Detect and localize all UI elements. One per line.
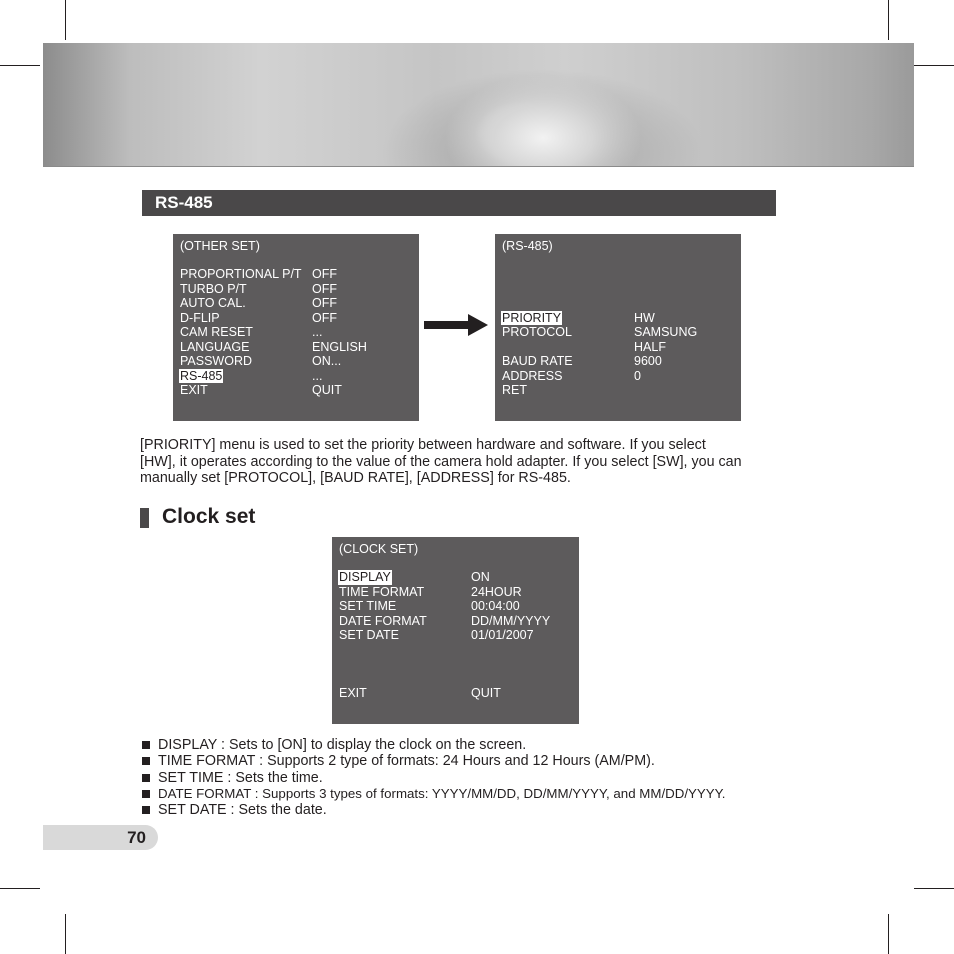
menu-row-label: PROPORTIONAL P/T [180, 267, 302, 281]
bullet-text: DISPLAY : Sets to [ON] to display the clock on the screen. [158, 737, 527, 753]
bullet-square-icon [142, 741, 150, 749]
menu-row-label: TIME FORMAT [339, 584, 425, 599]
other-set-menu-title: (OTHER SET) [180, 239, 260, 253]
crop-mark [914, 65, 954, 66]
bullet-text: TIME FORMAT : Supports 2 type of formats: 24 Hours and 12 Hours (AM/PM). [158, 753, 655, 770]
bullet-item [142, 737, 802, 753]
menu-row-value: HW [634, 310, 655, 325]
crop-mark [914, 888, 954, 889]
section-title-bar [142, 190, 776, 216]
priority-description [140, 437, 780, 487]
menu-row-label: CAM RESET [180, 325, 253, 339]
menu-row-label: RET [502, 383, 527, 397]
crop-mark [0, 65, 40, 66]
other-set-menu-screen [173, 234, 419, 421]
menu-row [339, 599, 575, 614]
menu-row [502, 340, 737, 355]
menu-row-value: SAMSUNG [634, 325, 698, 339]
section-title: RS-485 [155, 193, 213, 212]
menu-row-label: EXIT [180, 383, 208, 397]
menu-row [502, 383, 737, 398]
paragraph-line: manually set [PROTOCOL], [BAUD RATE], [ADDRESS] for RS-485. [140, 470, 571, 486]
menu-row-label: PROTOCOL [502, 325, 572, 339]
right-arrow-icon [424, 314, 488, 336]
menu-row-value: ... [312, 368, 323, 383]
menu-row-value: ON... [312, 354, 342, 368]
menu-row-selected [502, 311, 737, 326]
menu-row-value: ... [312, 325, 323, 339]
bullet-text: SET DATE : Sets the date. [158, 802, 327, 819]
menu-row-value: OFF [312, 267, 337, 281]
bullet-square-icon [142, 806, 150, 814]
rs485-menu-title: (RS-485) [502, 239, 553, 253]
bullet-item [142, 802, 802, 818]
menu-row [180, 296, 415, 311]
bullet-item [142, 770, 802, 786]
menu-row [180, 325, 415, 340]
clock-settings-bullets [142, 737, 802, 818]
clock-set-menu-title: (CLOCK SET) [339, 542, 419, 556]
bullet-item [142, 786, 802, 802]
menu-row [180, 282, 415, 297]
menu-row-label: BAUD RATE [502, 354, 573, 368]
menu-row-value: OFF [312, 281, 337, 296]
menu-row [339, 686, 575, 701]
bullet-item [142, 753, 802, 769]
menu-row-value: 01/01/2007 [471, 628, 534, 642]
menu-row-value: 24HOUR [471, 584, 522, 599]
paragraph-line: [PRIORITY] menu is used to set the priority between hardware and software. If you select [140, 437, 706, 453]
menu-row [180, 340, 415, 355]
clock-set-heading-text: Clock set [162, 505, 256, 528]
menu-row-value: 00:04:00 [471, 599, 520, 613]
menu-row-label: ADDRESS [502, 368, 563, 383]
crop-mark [0, 888, 40, 889]
menu-row-selected [339, 570, 575, 585]
menu-row-value: HALF [634, 339, 666, 354]
clock-set-menu-screen [332, 537, 579, 724]
menu-row-value: ENGLISH [312, 339, 367, 354]
menu-row [180, 354, 415, 369]
menu-row-label: SET DATE [339, 628, 399, 642]
menu-row [180, 383, 415, 398]
menu-row-label: D-FLIP [180, 310, 220, 325]
menu-row-value: ON [471, 570, 490, 584]
menu-row [502, 369, 737, 384]
crop-mark [888, 914, 889, 954]
menu-row-selected [180, 369, 415, 384]
menu-row-value: OFF [312, 310, 337, 325]
bullet-square-icon [142, 757, 150, 765]
menu-row [180, 311, 415, 326]
menu-row-value: 9600 [634, 354, 662, 368]
page-number: 70 [127, 828, 146, 847]
menu-row-value: QUIT [471, 686, 501, 700]
bullet-square-icon [142, 790, 150, 798]
menu-row-value: QUIT [312, 383, 342, 397]
menu-row-value: OFF [312, 296, 337, 310]
crop-mark [65, 0, 66, 40]
page-number-tab [43, 825, 158, 850]
menu-row [502, 325, 737, 340]
menu-row-label: SET TIME [339, 599, 397, 613]
bullet-square-icon [142, 774, 150, 782]
crop-mark [888, 0, 889, 40]
menu-row-label: TURBO P/T [180, 281, 247, 296]
bullet-text: DATE FORMAT : Supports 3 types of formats: YYYY/MM/DD, DD/MM/YYYY, and MM/DD/YYYY. [158, 785, 726, 801]
menu-row [339, 585, 575, 600]
menu-row-label-highlighted: DISPLAY [339, 570, 391, 584]
menu-row-label: AUTO CAL. [180, 296, 246, 310]
menu-row-label-highlighted: RS-485 [180, 368, 223, 383]
rs485-menu-screen [495, 234, 741, 421]
menu-row-value: 0 [634, 368, 641, 383]
menu-row-label: PASSWORD [180, 354, 252, 368]
crop-mark [65, 914, 66, 954]
bullet-text: SET TIME : Sets the time. [158, 769, 323, 786]
menu-row-value: DD/MM/YYYY [471, 613, 551, 628]
menu-row [180, 267, 415, 282]
menu-row [339, 628, 575, 643]
menu-row-label: DATE FORMAT [339, 613, 427, 628]
menu-row-label: LANGUAGE [180, 339, 250, 354]
menu-row [339, 614, 575, 629]
heading-bar-icon [140, 508, 149, 528]
paragraph-line: [HW], it operates according to the value of the camera hold adapter. If you select [SW], you can [140, 453, 742, 470]
menu-row [502, 354, 737, 369]
header-banner-image [43, 43, 914, 167]
menu-row-label: EXIT [339, 686, 367, 700]
menu-row-label-highlighted: PRIORITY [502, 310, 562, 325]
